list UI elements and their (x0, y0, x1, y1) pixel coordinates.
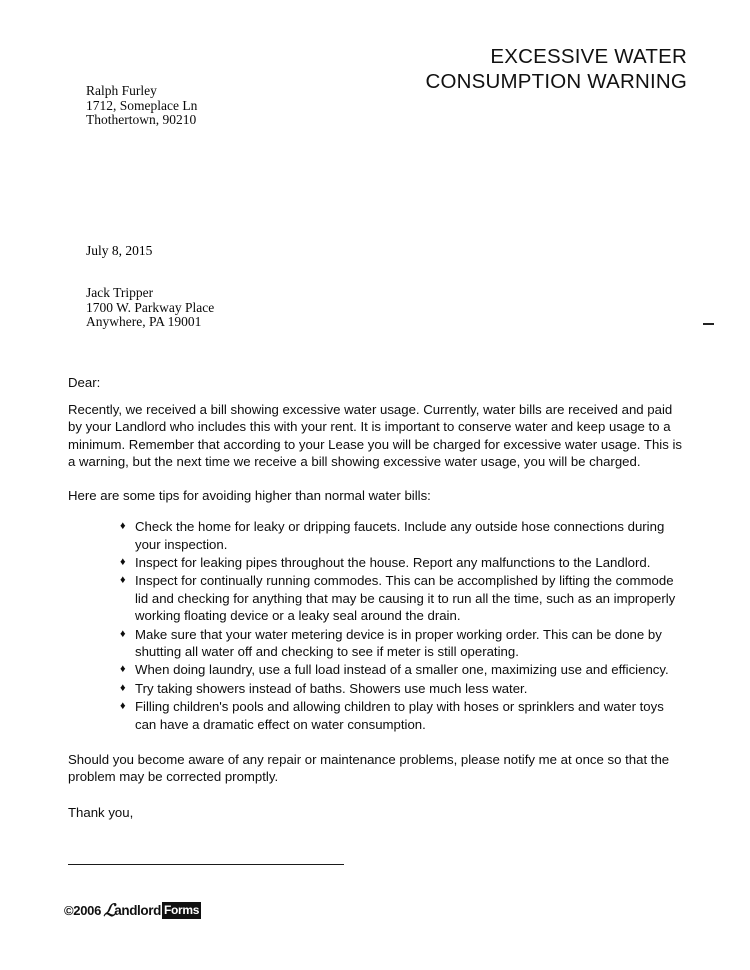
letter-body (68, 374, 688, 821)
tips-list (68, 518, 688, 733)
tips-intro: Here are some tips for avoiding higher than normal water bills: (68, 488, 431, 504)
diamond-bullet-icon: ♦ (120, 663, 126, 676)
list-item-text: Inspect for continually running commodes. This can be accomplished by lifting the commode lid and checking for anything that may be causing it to run all the time, such as an improperly working floating device or a leaky seal around the drain. (135, 573, 676, 624)
closing-paragraph: Should you become aware of any repair or maintenance problems, please notify me at once so that the problem may be corrected promptly. (68, 752, 670, 785)
diamond-bullet-icon: ♦ (120, 574, 126, 587)
list-item (120, 518, 688, 553)
thank-you-line: Thank you, (68, 804, 134, 820)
logo-badge-forms: Forms (163, 903, 200, 917)
diamond-bullet-icon: ♦ (120, 700, 126, 713)
copyright-text: ©2006 (64, 903, 101, 918)
recipient-street: 1700 W. Parkway Place (86, 299, 215, 315)
diamond-bullet-icon: ♦ (120, 520, 126, 533)
salutation: Dear: (68, 375, 101, 390)
recipient-city-state-zip: Anywhere, PA 19001 (86, 314, 202, 330)
signature-line (68, 864, 344, 865)
opening-paragraph: Recently, we received a bill showing excessive water usage. Currently, water bills are received and paid by your Landlord who includes this with your rent. It is important to conserve water and keep usage to a minimum. Remember that according to your Lease you will be charged for excessive water usage. This is a warning, but the next time we receive a bill showing excessive water usage, you will be charged. (68, 402, 682, 469)
list-item (120, 698, 688, 733)
list-item-text: Check the home for leaky or dripping faucets. Include any outside hose connections during your inspection. (135, 519, 665, 552)
letter-date: July 8, 2015 (86, 243, 153, 258)
sender-name: Ralph Furley (86, 83, 157, 98)
logo-word-landlord: andlord (114, 903, 161, 918)
list-item-text: When doing laundry, use a full load instead of a smaller one, maximizing use and efficiency. (135, 662, 669, 678)
sender-address-block (86, 84, 197, 128)
margin-dash-mark (703, 323, 714, 325)
script-l-icon: ℒ (103, 901, 118, 920)
list-item-text: Inspect for leaking pipes throughout the house. Report any malfunctions to the Landlord. (135, 555, 651, 571)
list-item (120, 554, 688, 571)
list-item (120, 661, 688, 678)
sender-city-state-zip: Thothertown, 90210 (86, 112, 197, 128)
recipient-address-block (86, 286, 214, 330)
list-item-text: Make sure that your water metering device is in proper working order. This can be done by shutting all water off and checking to see if meter is still operating. (135, 626, 662, 660)
recipient-name: Jack Tripper (86, 285, 154, 300)
title-line-1: EXCESSIVE WATER (490, 45, 687, 68)
diamond-bullet-icon: ♦ (120, 681, 126, 694)
footer-logo (64, 903, 201, 918)
diamond-bullet-icon: ♦ (120, 556, 126, 569)
list-item (120, 680, 688, 697)
list-item (120, 626, 688, 661)
list-item (120, 572, 688, 624)
title-line-2: CONSUMPTION WARNING (425, 70, 687, 93)
sender-street: 1712, Someplace Ln (86, 97, 198, 113)
document-title (330, 44, 687, 94)
landlordforms-logo (104, 903, 201, 918)
diamond-bullet-icon: ♦ (120, 627, 126, 640)
list-item-text: Try taking showers instead of baths. Showers use much less water. (135, 680, 528, 696)
list-item-text: Filling children's pools and allowing children to play with hoses or sprinklers and water toys can have a dramatic effect on water consumption. (135, 699, 664, 732)
